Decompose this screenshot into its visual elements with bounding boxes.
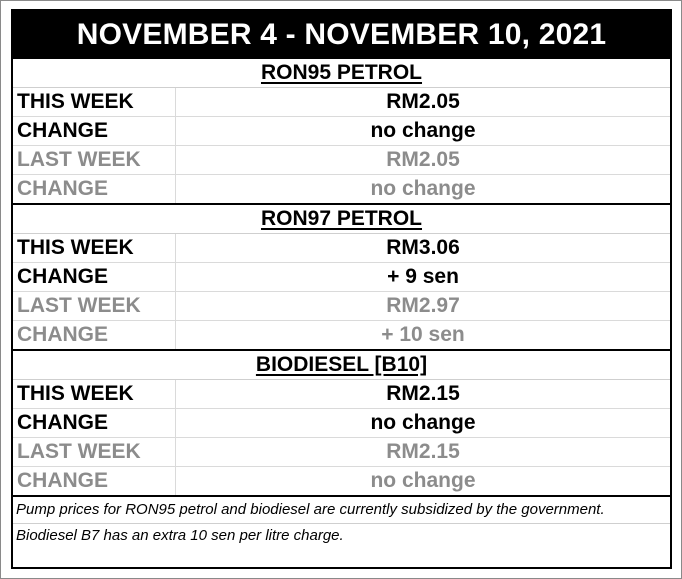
row-label: CHANGE (13, 117, 176, 145)
row-label: CHANGE (13, 175, 176, 203)
row-label: THIS WEEK (13, 88, 176, 116)
row-value: no change (370, 119, 476, 142)
row-value: no change (370, 177, 476, 200)
table-row-last-week (13, 146, 670, 175)
row-value: RM2.05 (386, 148, 460, 171)
fuel-price-table (11, 9, 672, 569)
table-row-this-week (13, 88, 670, 117)
section-heading (13, 59, 670, 88)
table-row-this-week (13, 380, 670, 409)
row-label: CHANGE (13, 263, 176, 291)
table-row-last-change (13, 175, 670, 203)
table-row-change (13, 409, 670, 438)
row-label: CHANGE (13, 467, 176, 495)
table-title: NOVEMBER 4 - NOVEMBER 10, 2021 (13, 11, 670, 59)
table-row-last-change (13, 467, 670, 495)
row-value: RM3.06 (386, 236, 460, 259)
section-ron97 (13, 203, 670, 349)
row-label: THIS WEEK (13, 380, 176, 408)
section-heading-text: BIODIESEL [B10] (255, 353, 428, 376)
section-ron95 (13, 59, 670, 203)
row-value: no change (370, 469, 476, 492)
row-value: + 9 sen (387, 265, 459, 288)
table-row-this-week (13, 234, 670, 263)
row-value: + 10 sen (381, 323, 465, 346)
section-biodiesel (13, 349, 670, 495)
row-value: RM2.15 (386, 382, 460, 405)
row-label: THIS WEEK (13, 234, 176, 262)
table-row-change (13, 263, 670, 292)
row-value: no change (370, 411, 476, 434)
row-label: CHANGE (13, 321, 176, 349)
table-row-last-week (13, 292, 670, 321)
section-heading-text: RON95 PETROL (260, 61, 423, 84)
table-row-last-week (13, 438, 670, 467)
row-label: LAST WEEK (13, 438, 176, 466)
table-row-last-change (13, 321, 670, 349)
section-heading (13, 205, 670, 234)
footnote-b7-charge: Biodiesel B7 has an extra 10 sen per litre charge. (13, 523, 670, 548)
row-label: CHANGE (13, 409, 176, 437)
row-label: LAST WEEK (13, 146, 176, 174)
table-row-change (13, 117, 670, 146)
footnote-subsidy: Pump prices for RON95 petrol and biodiesel are currently subsidized by the government. (13, 495, 670, 523)
section-heading-text: RON97 PETROL (260, 207, 423, 230)
row-value: RM2.15 (386, 440, 460, 463)
section-heading (13, 351, 670, 380)
row-value: RM2.97 (386, 294, 460, 317)
row-value: RM2.05 (386, 90, 460, 113)
row-label: LAST WEEK (13, 292, 176, 320)
